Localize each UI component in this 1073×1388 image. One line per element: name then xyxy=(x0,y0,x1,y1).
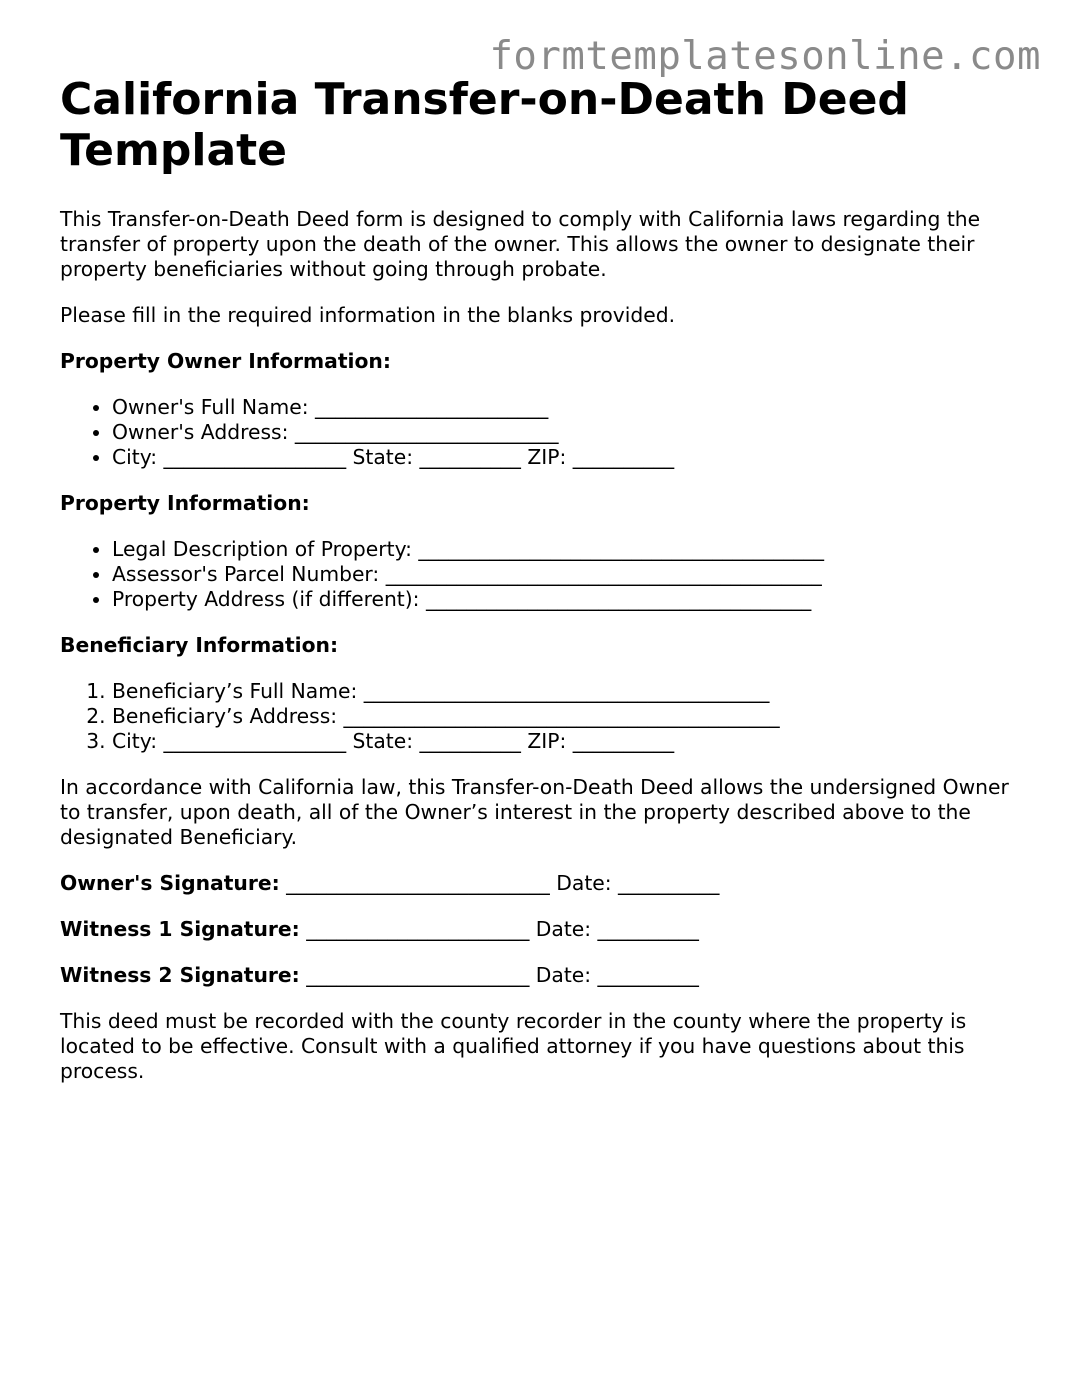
owner-city-state-zip-field[interactable]: • City: __________________ State: __________ ZIP: __________ xyxy=(112,445,1035,470)
witness-2-signature-line[interactable]: ______________________ Date: __________ xyxy=(299,963,699,987)
document-title: California Transfer-on-Death Deed Template xyxy=(60,74,909,176)
owner-address-field[interactable]: • Owner's Address: __________________________ xyxy=(112,420,1035,445)
property-section-title: Property Information: xyxy=(60,491,310,515)
witness-2-signature-row xyxy=(60,963,1035,988)
watermark: formtemplatesonline.com xyxy=(489,34,1041,79)
witness-1-signature-label: Witness 1 Signature: xyxy=(60,917,300,941)
instructions-paragraph: Please fill in the required information in the blanks provided. xyxy=(60,303,676,327)
owner-section-title: Property Owner Information: xyxy=(60,349,391,373)
document-page xyxy=(60,74,1035,1084)
footer-paragraph: This deed must be recorded with the county recorder in the county where the property is located to be effective. Consult with a qualified attorney if you have questions about this process. xyxy=(60,1009,967,1083)
witness-1-signature-line[interactable]: ______________________ Date: __________ xyxy=(299,917,699,941)
intro-paragraph: This Transfer-on-Death Deed form is designed to comply with California laws regarding the transfer of property upon the death of the owner. This allows the owner to designate their property beneficiaries without going through probate. xyxy=(60,207,981,281)
beneficiary-address-field[interactable]: 2. Beneficiary’s Address: ___________________________________________ xyxy=(112,704,1035,729)
owner-signature-line[interactable]: __________________________ Date: __________ xyxy=(279,871,720,895)
accordance-paragraph: In accordance with California law, this Transfer-on-Death Deed allows the undersigned Owner to transfer, upon death, all of the Owner’s interest in the property described above to the designated Beneficiary. xyxy=(60,775,1009,849)
owner-signature-row xyxy=(60,871,1035,896)
witness-1-signature-row xyxy=(60,917,1035,942)
witness-2-signature-label: Witness 2 Signature: xyxy=(60,963,300,987)
beneficiary-full-name-field[interactable]: 1. Beneficiary’s Full Name: ________________________________________ xyxy=(112,679,1035,704)
owner-info-list xyxy=(60,395,1035,470)
owner-signature-label: Owner's Signature: xyxy=(60,871,280,895)
legal-description-field[interactable]: • Legal Description of Property: ________________________________________ xyxy=(112,537,1035,562)
beneficiary-city-state-zip-field[interactable]: 3. City: __________________ State: __________ ZIP: __________ xyxy=(112,729,1035,754)
property-info-list xyxy=(60,537,1035,612)
parcel-number-field[interactable]: • Assessor's Parcel Number: ___________________________________________ xyxy=(112,562,1035,587)
beneficiary-info-list xyxy=(60,679,1035,754)
beneficiary-section-title: Beneficiary Information: xyxy=(60,633,339,657)
property-address-field[interactable]: • Property Address (if different): ______________________________________ xyxy=(112,587,1035,612)
owner-full-name-field[interactable]: • Owner's Full Name: _______________________ xyxy=(112,395,1035,420)
